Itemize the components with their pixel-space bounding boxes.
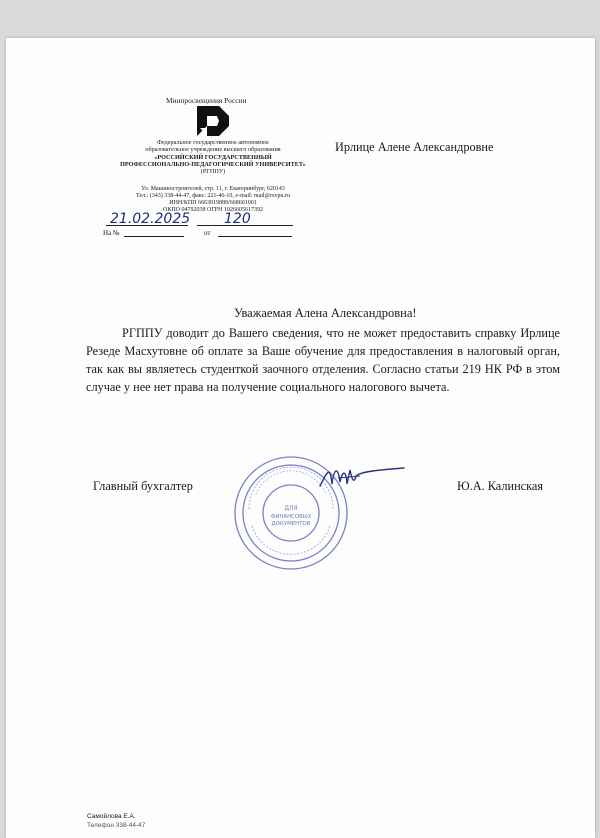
org-okpo: ОКПО 04792038 ОГРН 1026605617392 xyxy=(163,207,263,213)
university-logo-icon xyxy=(195,104,231,138)
stamp-text-2: ФИНАНСОВЫХ xyxy=(270,514,312,520)
handwritten-number: 120 xyxy=(224,211,251,227)
executor-phone: Телефон 338-44-47 xyxy=(87,822,146,829)
org-line-2: образовательное учреждение высшего образования xyxy=(145,146,281,154)
stamp-text-3: ДОКУМЕНТОВ xyxy=(271,521,311,527)
stamp-text-1: ДЛЯ xyxy=(284,505,298,512)
handwritten-date: 21.02.2025 xyxy=(110,211,191,227)
org-line-4: ПРОФЕССИОНАЛЬНО-ПЕДАГОГИЧЕСКИЙ УНИВЕРСИТЕТ» xyxy=(120,160,306,168)
ministry-name: Минпросвещения России xyxy=(166,96,247,105)
reference-underline xyxy=(124,236,184,237)
organization-contacts xyxy=(121,186,305,214)
reference-date-label: от xyxy=(204,229,211,237)
date-underline xyxy=(106,225,188,226)
salutation: Уважаемая Алена Александровна! xyxy=(234,306,417,320)
executor-name: Самойлова Е.А. xyxy=(87,813,136,820)
letter-body: РГППУ доводит до Вашего сведения, что не может предоставить справку Ирлице Резеде Масхутовне об оплате за Ваше обучение для предоставления в налоговый орган, так как вы являетесь студенткой заочного отделения. Согласно статьи 219 НК РФ в этом случае у нее нет права на получение социального налогового вычета. xyxy=(86,326,560,394)
organization-header xyxy=(108,139,318,175)
org-abbreviation: (РГППУ) xyxy=(200,168,226,176)
signatory-position: Главный бухгалтер xyxy=(93,479,193,493)
org-inn: ИНН/КПП 6663019889/668601001 xyxy=(169,200,257,206)
org-line-1: Федеральное государственное автономное xyxy=(157,139,269,146)
signature-icon xyxy=(316,462,408,492)
number-underline xyxy=(197,225,293,226)
signatory-name: Ю.А. Калинская xyxy=(457,479,544,493)
reference-date-underline xyxy=(218,236,292,237)
addressee: Ирлице Алене Александровне xyxy=(335,140,494,154)
reference-label: На № xyxy=(103,229,120,237)
org-line-3: «РОССИЙСКИЙ ГОСУДАРСТВЕННЫЙ xyxy=(154,153,272,161)
org-address: Ул. Машиностроителей, стр. 11, г. Екатеринбург, 620143 xyxy=(141,186,285,192)
org-phones: Тел.: (343) 338-44-47, факс: 221-46-10, e-mail: mail@rsvpu.ru xyxy=(136,193,290,199)
